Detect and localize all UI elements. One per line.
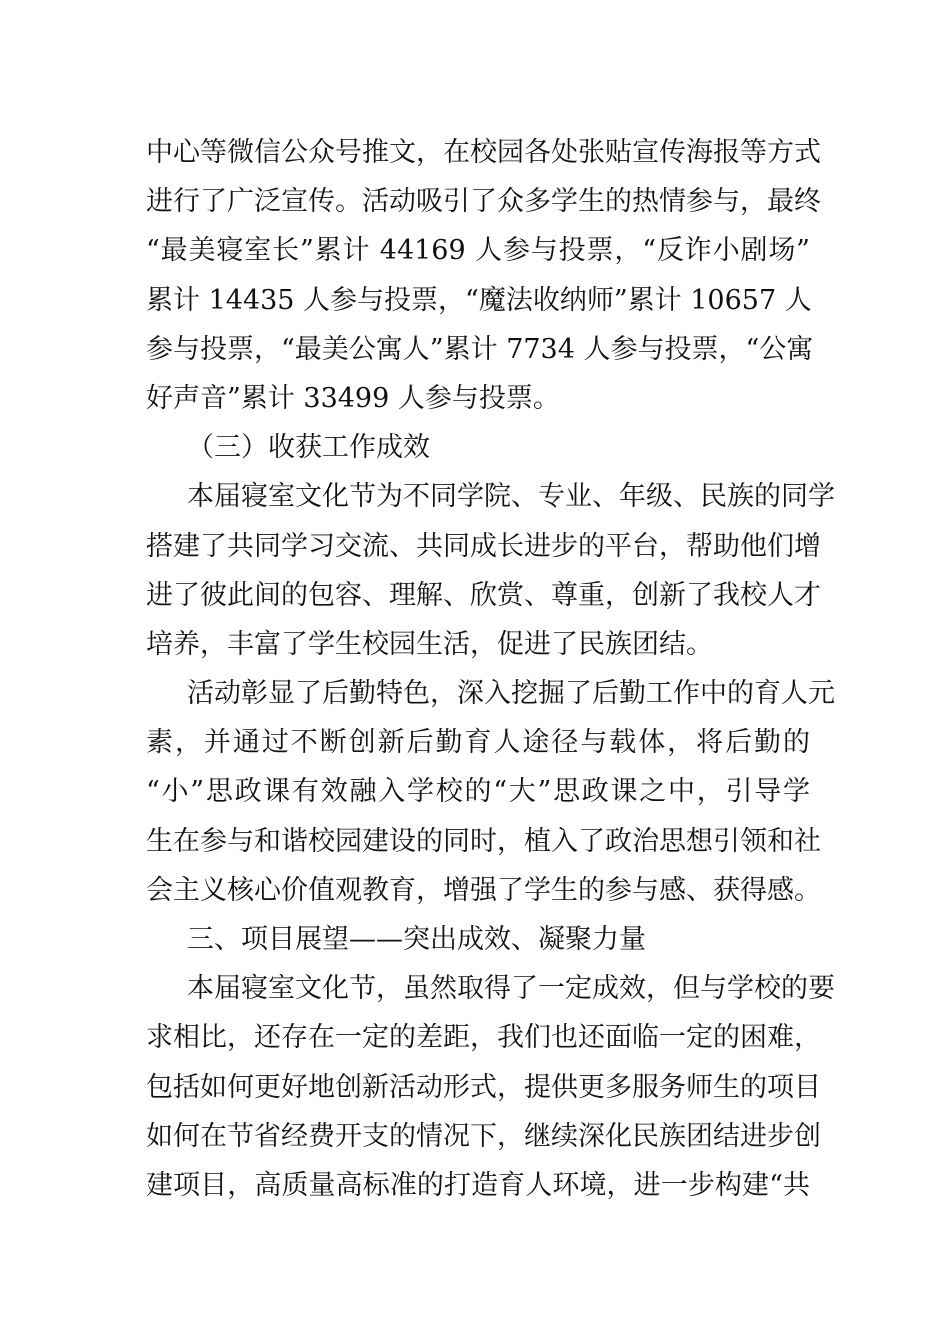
text-line: 会主义核心价值观教育，增强了学生的参与感、获得感。 bbox=[146, 874, 821, 906]
text-line: 素，并通过不断创新后勤育人途径与载体，将后勤的 bbox=[146, 727, 810, 759]
text-line: 中心等微信公众号推文，在校园各处张贴宣传海报等方式 bbox=[146, 137, 821, 168]
text-line: 累计 14435 人参与投票，“魔法收纳师”累计 10657 人 bbox=[146, 284, 812, 316]
text-line: 参与投票，“最美公寓人”累计 7734 人参与投票，“公寓 bbox=[146, 333, 814, 365]
text-line: 进行了广泛宣传。活动吸引了众多学生的热情参与，最终 bbox=[146, 186, 821, 218]
text-line: 好声音”累计 33499 人参与投票。 bbox=[146, 382, 560, 414]
document-body bbox=[146, 128, 835, 1210]
text-line: 如何在节省经费开支的情况下，继续深化民族团结进步创 bbox=[146, 1120, 821, 1152]
text-line: 培养，丰富了学生校园生活，促进了民族团结。 bbox=[146, 628, 713, 660]
text-line: 生在参与和谐校园建设的同时，植入了政治思想引领和社 bbox=[146, 825, 821, 857]
section-heading: （三）收获工作成效 bbox=[187, 432, 430, 464]
text-line: 本届寝室文化节为不同学院、专业、年级、民族的同学 bbox=[187, 481, 835, 513]
text-line: 本届寝室文化节，虽然取得了一定成效，但与学校的要 bbox=[187, 973, 835, 1005]
text-line: 包括如何更好地创新活动形式，提供更多服务师生的项目 bbox=[146, 1071, 821, 1103]
text-line: 进了彼此间的包容、理解、欣赏、尊重，创新了我校人才 bbox=[146, 579, 821, 611]
text-line: “小”思政课有效融入学校的“大”思政课之中，引导学 bbox=[146, 776, 810, 808]
text-line: “最美寝室长”累计 44169 人参与投票，“反诈小剧场” bbox=[146, 235, 810, 267]
text-line: 求相比，还存在一定的差距，我们也还面临一定的困难， bbox=[146, 1022, 821, 1054]
text-line: 活动彰显了后勤特色，深入挖掘了后勤工作中的育人元 bbox=[187, 678, 835, 710]
section-heading: 三、项目展望——突出成效、凝聚力量 bbox=[187, 924, 646, 955]
text-line: 建项目，高质量高标准的打造育人环境，进一步构建“共 bbox=[146, 1169, 810, 1201]
text-line: 搭建了共同学习交流、共同成长进步的平台，帮助他们增 bbox=[146, 530, 821, 562]
